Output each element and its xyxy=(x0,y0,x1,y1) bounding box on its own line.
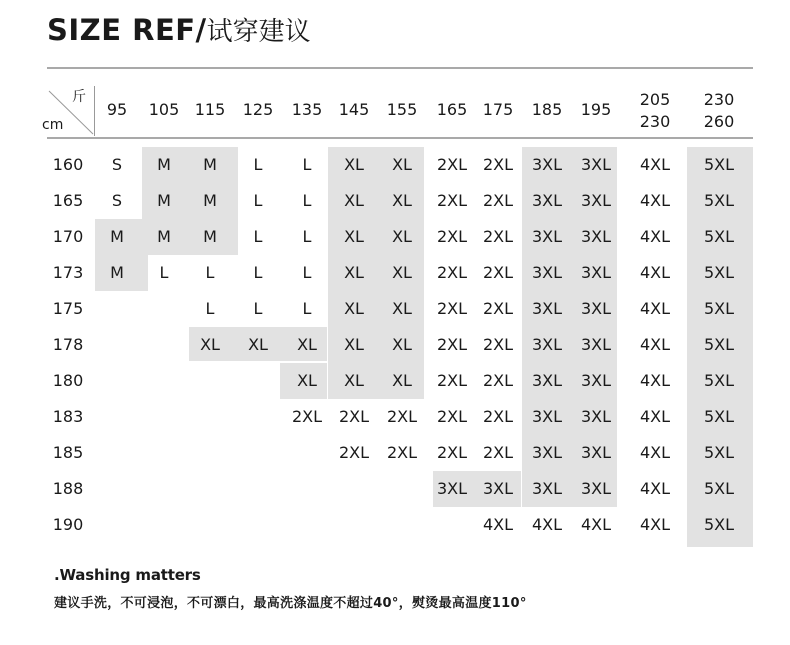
size-cell: 2XL xyxy=(482,299,514,318)
size-cell: 2XL xyxy=(291,407,323,426)
size-cell: 3XL xyxy=(531,299,563,318)
size-cell: 2XL xyxy=(436,263,468,282)
size-cell: L xyxy=(253,227,263,246)
size-cell: 4XL xyxy=(639,407,671,426)
size-cell: L xyxy=(253,155,263,174)
size-cell: 5XL xyxy=(703,371,735,390)
size-cell: 5XL xyxy=(703,443,735,462)
size-cell: 5XL xyxy=(703,263,735,282)
size-cell: 2XL xyxy=(436,407,468,426)
size-cell: 4XL xyxy=(482,515,514,534)
size-cell: M xyxy=(157,155,171,174)
size-cell: M xyxy=(203,155,217,174)
size-cell: XL xyxy=(392,191,412,210)
size-cell: 3XL xyxy=(482,479,514,498)
size-cell: XL xyxy=(392,155,412,174)
size-cell: M xyxy=(157,227,171,246)
size-cell: 3XL xyxy=(531,335,563,354)
size-cell: 4XL xyxy=(580,515,612,534)
size-cell: 2XL xyxy=(482,191,514,210)
height-label: 180 xyxy=(52,371,84,390)
size-cell: XL xyxy=(344,155,364,174)
weight-header-cell: 135 xyxy=(291,100,323,119)
size-cell: 4XL xyxy=(639,371,671,390)
size-cell: 2XL xyxy=(338,443,370,462)
size-cell: 2XL xyxy=(482,155,514,174)
size-cell: 4XL xyxy=(639,263,671,282)
size-cell: 2XL xyxy=(482,407,514,426)
notes-text: 建议手洗，不可浸泡，不可漂白，最高洗涤温度不超过40°，熨烫最高温度110° xyxy=(54,596,527,611)
size-cell: L xyxy=(253,299,263,318)
size-cell: 5XL xyxy=(703,191,735,210)
height-label: 188 xyxy=(52,479,84,498)
weight-header-cell: 185 xyxy=(531,100,563,119)
size-cell: 2XL xyxy=(338,407,370,426)
size-cell: 3XL xyxy=(531,479,563,498)
height-label: 190 xyxy=(52,515,84,534)
size-cell: XL xyxy=(392,227,412,246)
size-cell: S xyxy=(111,191,123,210)
size-cell: 2XL xyxy=(482,263,514,282)
size-cell: L xyxy=(302,227,312,246)
size-cell: 4XL xyxy=(639,479,671,498)
size-cell: 2XL xyxy=(482,371,514,390)
size-cell: 3XL xyxy=(531,443,563,462)
weight-header-cell: 105 xyxy=(148,100,180,119)
weight-header-cell: 125 xyxy=(242,100,274,119)
top-rule xyxy=(47,67,753,69)
size-cell: 3XL xyxy=(580,191,612,210)
size-cell: XL xyxy=(297,371,317,390)
height-label: 173 xyxy=(52,263,84,282)
size-cell: 2XL xyxy=(482,335,514,354)
size-cell: 5XL xyxy=(703,479,735,498)
size-cell: L xyxy=(302,191,312,210)
size-cell: XL xyxy=(392,263,412,282)
size-cell: L xyxy=(302,263,312,282)
size-cell: M xyxy=(157,191,171,210)
size-cell: 5XL xyxy=(703,227,735,246)
size-cell: XL xyxy=(344,227,364,246)
size-cell: 2XL xyxy=(436,299,468,318)
height-label: 178 xyxy=(52,335,84,354)
size-cell: XL xyxy=(248,335,268,354)
height-unit-label: cm xyxy=(42,117,64,133)
size-cell: 3XL xyxy=(531,191,563,210)
size-cell: 4XL xyxy=(639,191,671,210)
size-cell: 5XL xyxy=(703,335,735,354)
size-cell: L xyxy=(205,299,215,318)
size-cell: 3XL xyxy=(531,371,563,390)
size-cell: 4XL xyxy=(639,335,671,354)
size-cell: XL xyxy=(344,263,364,282)
page-title xyxy=(47,10,311,52)
size-cell: XL xyxy=(392,371,412,390)
size-cell: 3XL xyxy=(580,479,612,498)
size-cell: 2XL xyxy=(386,443,418,462)
size-cell: XL xyxy=(200,335,220,354)
size-cell: 2XL xyxy=(482,227,514,246)
weight-header-cell: 230 260 xyxy=(703,90,735,131)
size-cell: 4XL xyxy=(639,443,671,462)
weight-header-cell: 115 xyxy=(194,100,226,119)
size-cell: 4XL xyxy=(639,515,671,534)
size-cell: 3XL xyxy=(531,227,563,246)
size-cell: 4XL xyxy=(639,299,671,318)
size-cell: 5XL xyxy=(703,155,735,174)
size-cell: 2XL xyxy=(436,371,468,390)
size-cell: 2XL xyxy=(386,407,418,426)
size-cell: M xyxy=(110,263,124,282)
size-cell: 3XL xyxy=(531,155,563,174)
height-label: 160 xyxy=(52,155,84,174)
size-cell: L xyxy=(159,263,169,282)
notes-title: .Washing matters xyxy=(54,566,201,584)
height-label: 175 xyxy=(52,299,84,318)
weight-header-cell: 175 xyxy=(482,100,514,119)
size-cell: 2XL xyxy=(436,227,468,246)
size-cell: 3XL xyxy=(531,407,563,426)
size-cell: 5XL xyxy=(703,299,735,318)
size-cell: 2XL xyxy=(436,335,468,354)
size-cell: 3XL xyxy=(580,335,612,354)
size-cell: XL xyxy=(392,299,412,318)
size-cell: XL xyxy=(297,335,317,354)
size-cell: XL xyxy=(344,371,364,390)
weight-header-cell: 165 xyxy=(436,100,468,119)
size-cell: 5XL xyxy=(703,515,735,534)
weight-header-cell: 145 xyxy=(338,100,370,119)
size-cell: 3XL xyxy=(580,407,612,426)
size-cell: 2XL xyxy=(436,191,468,210)
weight-header-cell: 95 xyxy=(106,100,128,119)
weight-unit-label: 斤 xyxy=(72,89,86,105)
size-cell: S xyxy=(111,155,123,174)
size-cell: M xyxy=(203,227,217,246)
size-cell: 3XL xyxy=(580,263,612,282)
size-cell: XL xyxy=(344,299,364,318)
size-cell: L xyxy=(302,155,312,174)
size-cell: M xyxy=(110,227,124,246)
size-cell: 5XL xyxy=(703,407,735,426)
size-cell: L xyxy=(253,191,263,210)
height-label: 165 xyxy=(52,191,84,210)
size-cell: 3XL xyxy=(436,479,468,498)
size-cell: 2XL xyxy=(436,443,468,462)
size-cell: L xyxy=(302,299,312,318)
size-cell: 3XL xyxy=(580,155,612,174)
size-cell: 3XL xyxy=(531,263,563,282)
size-cell: XL xyxy=(344,191,364,210)
header-rule xyxy=(47,137,753,139)
height-label: 170 xyxy=(52,227,84,246)
height-label: 185 xyxy=(52,443,84,462)
size-cell: M xyxy=(203,191,217,210)
size-cell: 3XL xyxy=(580,443,612,462)
size-cell: 4XL xyxy=(531,515,563,534)
size-cell: 2XL xyxy=(436,155,468,174)
size-cell: 3XL xyxy=(580,299,612,318)
size-cell: L xyxy=(253,263,263,282)
title-zh: 试穿建议 xyxy=(206,17,311,47)
size-cell: XL xyxy=(392,335,412,354)
weight-header-cell: 195 xyxy=(580,100,612,119)
size-cell: XL xyxy=(344,335,364,354)
title-en: SIZE REF/ xyxy=(47,13,207,47)
height-label: 183 xyxy=(52,407,84,426)
weight-header-cell: 205 230 xyxy=(639,90,671,131)
size-cell: 4XL xyxy=(639,155,671,174)
size-cell: L xyxy=(205,263,215,282)
size-cell: 3XL xyxy=(580,227,612,246)
size-cell: 3XL xyxy=(580,371,612,390)
weight-header-cell: 155 xyxy=(386,100,418,119)
size-cell: 2XL xyxy=(482,443,514,462)
size-cell: 4XL xyxy=(639,227,671,246)
